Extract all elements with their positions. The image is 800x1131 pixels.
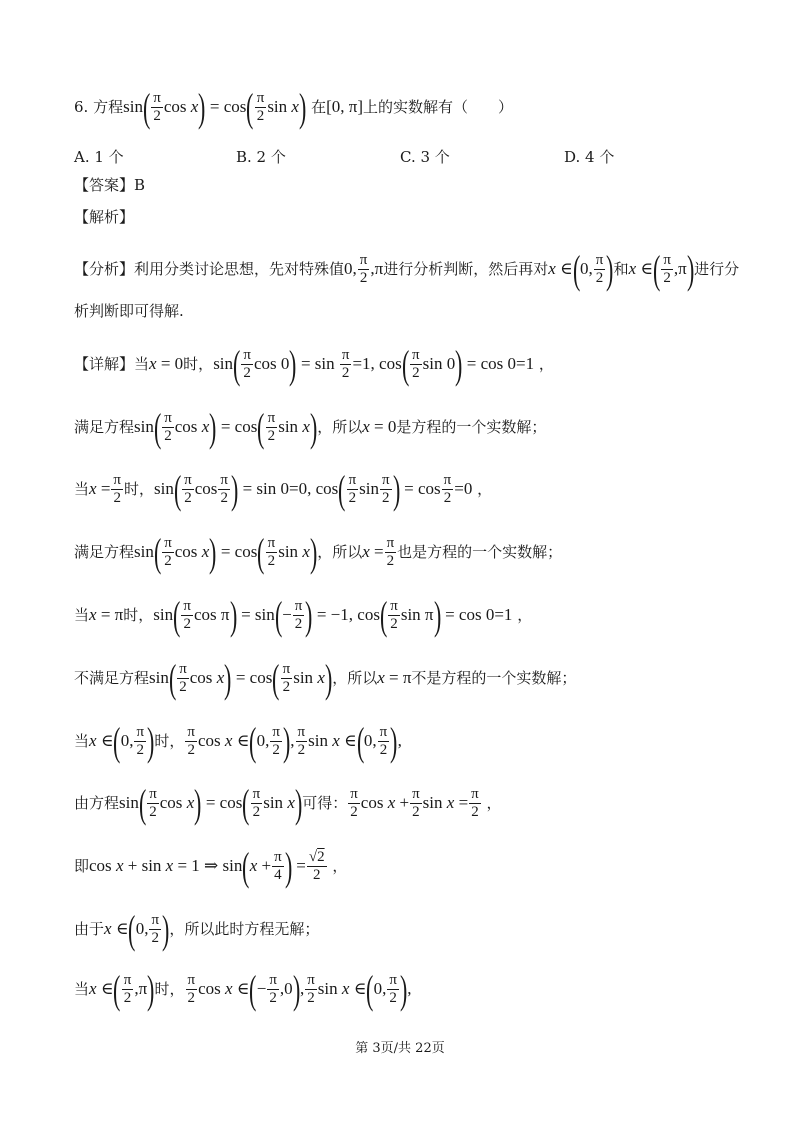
detail-text: 满足方程 [74, 542, 135, 561]
detail-text: 满足方程 [74, 417, 135, 436]
question-stem-mid: 在 [311, 97, 327, 116]
detail-text: 时， [183, 354, 214, 373]
answer-line [74, 178, 145, 193]
detail-line: 当x ∈(0, $\frac{\pi}{2}$ )时， $\frac{\pi}{2}$ cos x ∈(0, $\frac{\pi}{2}$ ), $\frac{\pi}{2}$ sin x ∈(0, $\frac{\pi}{2}$ ), [74, 719, 402, 764]
detail-text: 不满足方程 [74, 668, 150, 687]
detail-line: 满足方程sin( $\frac{\pi}{2}$ cos x) = cos( $\frac{\pi}{2}$ sin x)，所以x = 0是方程的一个实数解； [74, 405, 547, 450]
detail-text: ，所以 [332, 668, 378, 687]
detail-text: 当 [74, 479, 90, 498]
detail-text: ，所以 [317, 417, 363, 436]
page-footer: 第 3页/共 22页 [355, 1041, 445, 1056]
detail-text: 当 [134, 354, 150, 373]
detail-text: ，所以 [317, 542, 363, 561]
fenxi-tag: 【分析】 [74, 259, 135, 278]
detail-text: 是方程的一个实数解； [396, 417, 547, 436]
detail-text: 当 [74, 731, 90, 750]
answer-value: B [134, 176, 146, 194]
fenxi-text: 利用分类讨论思想，先对特殊值 [134, 259, 345, 278]
question-number: 6. [74, 97, 89, 116]
detail-text: ，所以此时方程无解； [169, 919, 320, 938]
option-b: B. 2 个 [236, 148, 286, 166]
detail-text: 由于 [74, 919, 105, 938]
fenxi-text: 和 [613, 259, 629, 278]
detail-text: 由方程 [74, 793, 120, 812]
detail-line: 即cos x + sin x = 1 ⇒ sin(x + $\frac{\pi}{4}$ ) = $\frac{√2}{2}$ ， [74, 844, 348, 889]
detail-line: 不满足方程sin( $\frac{\pi}{2}$ cos x) = cos( $\frac{\pi}{2}$ sin x)，所以x = π不是方程的一个实数解； [74, 656, 577, 701]
fenxi-line: 【分析】利用分类讨论思想，先对特殊值0, $\frac{\pi}{2}$ ,π进行分析判断，然后再对x ∈(0, $\frac{\pi}{2}$ )和x ∈( $\frac{\pi}{2}$ ,π)进行分 [74, 247, 740, 292]
fenxi-text: 进行分 [694, 259, 740, 278]
detail-tag: 【详解】 [74, 354, 135, 373]
detail-line: 当x = π时，sin( $\frac{\pi}{2}$ cos π) = sin(− $\frac{\pi}{2}$ ) = −1, cos( $\frac{\pi}{2}$ sin π) = cos 0=1 ， [74, 593, 533, 638]
detail-line: 【详解】当x = 0时，sin( $\frac{\pi}{2}$ cos 0) = sin $\frac{\pi}{2}$ =1, cos( $\frac{\pi}{2}$ sin 0) = cos 0=1 ， [74, 342, 554, 387]
question-stem-suffix: 上的实数解有（ ） [362, 97, 513, 116]
detail-text: 即 [74, 856, 90, 875]
detail-text: 不是方程的一个实数解； [411, 668, 577, 687]
detail-line: 满足方程sin( $\frac{\pi}{2}$ cos x) = cos( $\frac{\pi}{2}$ sin x)，所以x = $\frac{\pi}{2}$ 也是方程的一个实数解； [74, 530, 563, 575]
detail-text: 可得： [302, 793, 348, 812]
detail-text: 时， [123, 605, 154, 624]
question-line [74, 85, 513, 130]
fenxi-line-2: 析判断即可得解. [74, 302, 184, 320]
detail-line: 由方程sin( $\frac{\pi}{2}$ cos x) = cos( $\frac{\pi}{2}$ sin x)可得： $\frac{\pi}{2}$ cos x + $\frac{\pi}{2}$ sin x = $\frac{\pi}{2}$ ， [74, 781, 502, 826]
option-a: A. 1 个 [74, 148, 124, 166]
detail-text: 时， [123, 479, 154, 498]
option-d: D. 4 个 [564, 148, 615, 166]
detail-line: 当x = $\frac{\pi}{2}$ 时，sin( $\frac{\pi}{2}$ cos $\frac{\pi}{2}$ ) = sin 0=0, cos( $\frac{\pi}{2}$ sin $\frac{\pi}{2}$ ) = cos $\frac{\pi}{2}$ =0 ， [74, 467, 493, 512]
question-stem-prefix: 方程 [93, 97, 124, 116]
detail-text: 当 [74, 979, 90, 998]
fenxi-text: 进行分析判断，然后再对 [383, 259, 549, 278]
answer-tag: 【答案】 [74, 176, 135, 194]
detail-text: 也是方程的一个实数解； [397, 542, 563, 561]
detail-line: 当x ∈( $\frac{\pi}{2}$ ,π)时， $\frac{\pi}{2}$ cos x ∈(− $\frac{\pi}{2}$ ,0), $\frac{\pi}{2}$ sin x ∈(0, $\frac{\pi}{2}$ ), [74, 967, 412, 1012]
detail-text: 时， [154, 979, 185, 998]
option-c: C. 3 个 [400, 148, 450, 166]
detail-line: 由于x ∈(0, $\frac{\pi}{2}$ )，所以此时方程无解； [74, 907, 320, 952]
analysis-tag: 【解析】 [74, 208, 135, 226]
detail-text: 时， [154, 731, 185, 750]
equation: sin( $\frac{\pi}{2}$ cos x) = cos( $\frac{\pi}{2}$ sin x) [123, 85, 307, 130]
interval: [0, π] [326, 96, 363, 116]
detail-text: 当 [74, 605, 90, 624]
